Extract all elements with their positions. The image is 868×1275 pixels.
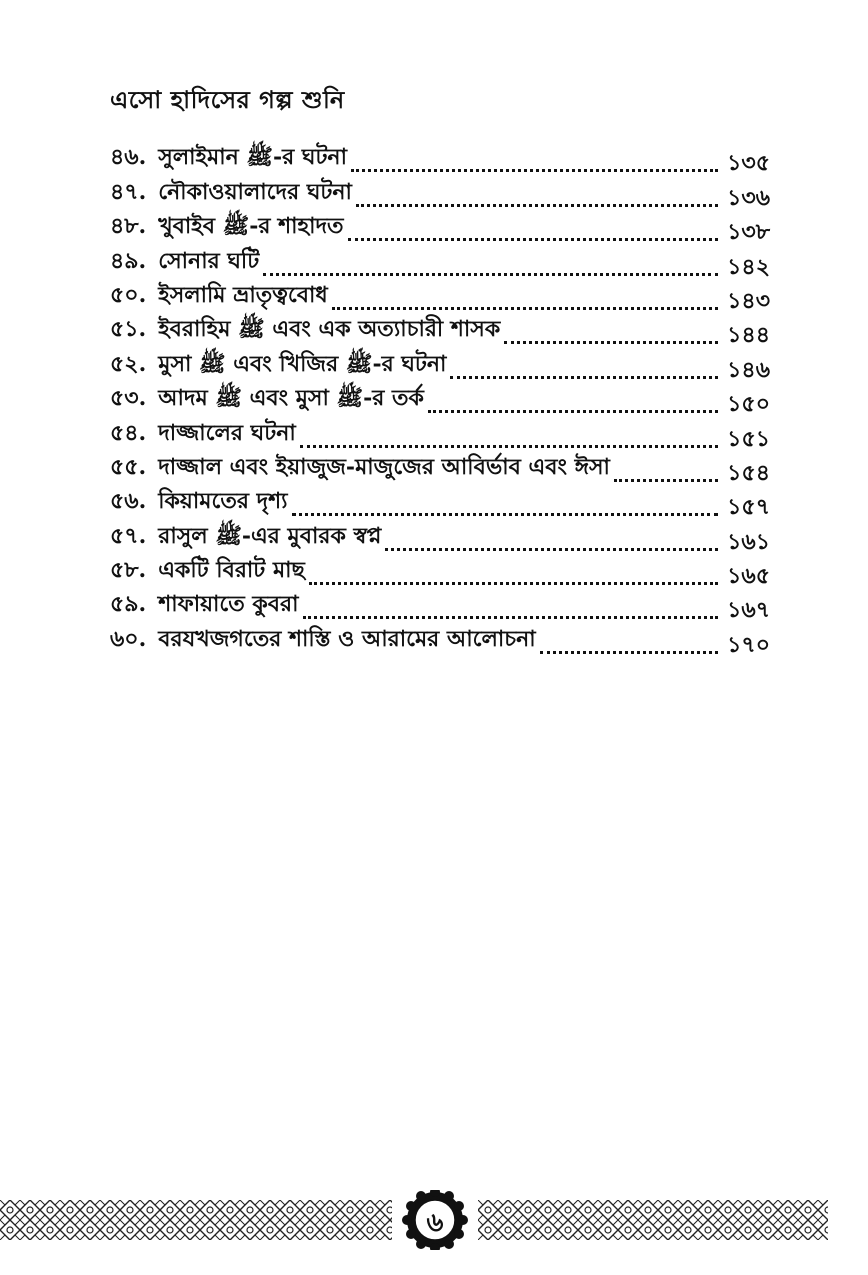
table-of-contents [110,143,770,659]
dotted-leader [300,445,718,448]
toc-entry-title: মুসা ﷺ এবং খিজির ﷺ-র ঘটনা [158,350,447,377]
toc-entry-number: ৫৬. [110,488,147,515]
page-number: ৬ [426,1208,444,1238]
toc-entry-title: ইবরাহিম ﷺ এবং এক অত্যাচারী শাসক [158,316,501,343]
toc-entry-page: ১৩৮ [727,219,770,246]
toc-entry-page: ১৫০ [727,391,770,418]
toc-entry-page: ১৭০ [727,631,770,658]
toc-entry [110,246,770,280]
toc-entry-number: ৫০. [110,281,147,308]
toc-entry-title: দাজ্জাল এবং ইয়াজুজ-মাজুজের আবির্ভাব এবং ঈসা [158,453,610,480]
toc-entry [110,624,770,658]
toc-entry [110,521,770,555]
toc-entry [110,143,770,177]
dotted-leader [504,341,718,344]
toc-entry [110,384,770,418]
toc-entry-title: রাসুল ﷺ-এর মুবারক স্বপ্ন [158,522,382,549]
toc-entry-number: ৫৮. [110,557,147,584]
toc-entry-page: ১৫১ [727,425,770,452]
toc-entry-title: সোনার ঘটি [158,247,260,274]
toc-entry-page: ১৫৪ [727,459,770,486]
toc-entry-page: ১৪৩ [727,287,770,314]
dotted-leader [263,273,718,276]
geometric-border-ornament-icon [0,1200,392,1240]
toc-entry [110,315,770,349]
toc-entry [110,556,770,590]
dotted-leader [356,204,718,207]
toc-entry-title: আদম ﷺ এবং মুসা ﷺ-র তর্ক [158,385,424,412]
toc-entry [110,177,770,211]
dotted-leader [428,410,718,413]
toc-entry [110,418,770,452]
toc-entry-title: সুলাইমান ﷺ-র ঘটনা [158,144,347,171]
toc-entry-title: ইসলামি ভ্রাতৃত্ববোধ [158,281,328,308]
toc-entry [110,349,770,383]
toc-entry-title: বরযখজগতের শাস্তি ও আরামের আলোচনা [158,625,536,652]
toc-entry-title: খুবাইব ﷺ-র শাহাদত [158,213,344,240]
toc-entry [110,453,770,487]
toc-entry-number: ৪৯. [110,247,147,274]
dotted-leader [450,376,718,379]
toc-entry-page: ১৪৬ [727,356,770,383]
toc-entry-page: ১৪২ [727,253,770,280]
toc-entry-number: ৪৮. [110,213,147,240]
toc-entry-title: একটি বিরাট মাছ [158,557,305,584]
dotted-leader [614,479,718,482]
toc-entry-number: ৫৪. [110,419,147,446]
toc-entry-page: ১৪৪ [727,322,770,349]
toc-entry-page: ১৬৫ [727,563,770,590]
dotted-leader [348,238,718,241]
toc-entry [110,590,770,624]
toc-entry-title: শাফায়াতে কুবরা [158,591,299,618]
dotted-leader [332,307,718,310]
dotted-leader [540,651,718,654]
running-header: এসো হাদিসের গল্প শুনি [110,85,345,114]
toc-entry-number: ৫৯. [110,591,147,618]
toc-entry-number: ৬০. [110,625,147,652]
toc-entry-title: নৌকাওয়ালাদের ঘটনা [158,178,352,205]
dotted-leader [309,582,718,585]
toc-entry-page: ১৩৬ [727,184,770,211]
toc-entry-title: কিয়ামতের দৃশ্য [158,488,288,515]
toc-entry-page: ১৩৫ [727,150,770,177]
toc-entry-page: ১৫৭ [727,494,770,521]
dotted-leader [351,169,718,172]
toc-entry [110,487,770,521]
toc-entry-number: ৪৭. [110,178,147,205]
toc-entry-number: ৫৭. [110,522,147,549]
toc-entry-number: ৫৫. [110,453,147,480]
toc-entry-page: ১৬১ [727,528,770,555]
toc-entry [110,212,770,246]
geometric-border-ornament-icon [478,1200,828,1240]
page-footer [0,1190,868,1250]
toc-entry-number: ৪৬. [110,144,147,171]
toc-entry-number: ৫২. [110,350,147,377]
dotted-leader [385,548,718,551]
dotted-leader [292,513,718,516]
toc-entry-number: ৫৩. [110,385,147,412]
dotted-leader [303,616,718,619]
toc-entry-number: ৫১. [110,316,147,343]
toc-entry [110,281,770,315]
toc-entry-title: দাজ্জালের ঘটনা [158,419,296,446]
toc-entry-page: ১৬৭ [727,597,770,624]
